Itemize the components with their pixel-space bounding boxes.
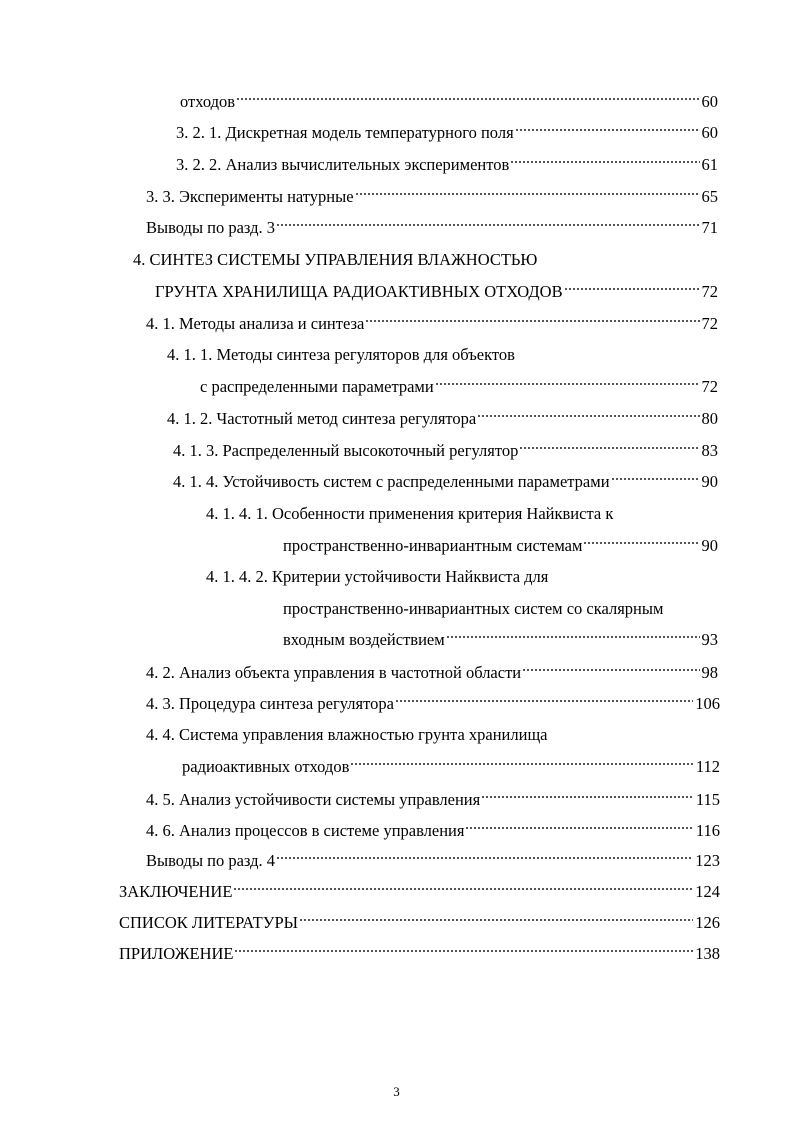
toc-entry-page: 80 <box>701 409 718 428</box>
toc-leader-dots <box>276 854 693 862</box>
toc-leader-dots <box>481 793 694 801</box>
toc-entry <box>146 661 718 685</box>
toc-entry-title: 3. 3. Эксперименты натурные <box>146 187 354 206</box>
toc-leader-dots <box>465 824 693 832</box>
toc-entry-title: 4. 1. 4. 1. Особенности применения критерия Найквиста к <box>206 504 614 523</box>
toc-entry-title: 4. 1. 2. Частотный метод синтеза регулятора <box>167 409 477 428</box>
toc-entry-title: с распределенными параметрами <box>200 377 434 396</box>
toc-leader-dots <box>611 475 700 483</box>
toc-entry-page: 138 <box>695 944 720 963</box>
toc-entry-page: 112 <box>695 757 720 776</box>
toc-entry <box>176 121 718 145</box>
toc-entry-title: радиоактивных отходов <box>182 757 350 776</box>
toc-entry-page: 106 <box>695 694 720 713</box>
toc-entry <box>146 849 720 873</box>
toc-entry-title: пространственно-инвариантным системам <box>283 536 583 555</box>
toc-entry-title: пространственно-инвариантных систем со скалярным <box>283 599 664 618</box>
toc-entry-title: 3. 2. 2. Анализ вычислительных экспериментов <box>176 155 510 174</box>
toc-entry-page: 90 <box>701 472 718 491</box>
toc-entry-page: 124 <box>695 882 720 901</box>
toc-entry <box>146 788 720 812</box>
toc-leader-dots <box>365 317 699 325</box>
toc-entry <box>119 911 720 935</box>
toc-entry-title: 4. 6. Анализ процессов в системе управления <box>146 821 465 840</box>
toc-leader-dots <box>299 916 693 924</box>
toc-leader-dots <box>519 444 699 452</box>
toc-entry-page: 98 <box>701 663 718 682</box>
toc-entry-page: 72 <box>701 314 718 333</box>
toc-entry <box>119 880 720 904</box>
toc-entry-title: ПРИЛОЖЕНИЕ <box>119 944 234 963</box>
toc-entry <box>173 470 718 494</box>
page-number: 3 <box>393 1084 400 1099</box>
toc-entry-title: 4. 1. 4. 2. Критерии устойчивости Найквиста для <box>206 567 549 586</box>
toc-entry-page: 126 <box>695 913 720 932</box>
toc-entry-page: 93 <box>701 630 718 649</box>
toc-entry <box>155 280 718 304</box>
toc-entry-title: входным воздействием <box>283 630 445 649</box>
toc-entry-title: Выводы по разд. 4 <box>146 851 276 870</box>
toc-entry <box>146 216 718 240</box>
toc-leader-dots <box>435 380 700 388</box>
toc-leader-dots <box>564 285 700 293</box>
toc-entry <box>146 312 718 336</box>
toc-leader-dots <box>350 760 693 768</box>
toc-entry <box>180 90 718 114</box>
toc-leader-dots <box>510 158 699 166</box>
toc-entry-title: Выводы по разд. 3 <box>146 218 276 237</box>
toc-entry-title: 4. 2. Анализ объекта управления в частотной области <box>146 663 522 682</box>
toc-leader-dots <box>355 190 700 198</box>
toc-entry-page: 61 <box>701 155 718 174</box>
toc-entry-title: СПИСОК ЛИТЕРАТУРЫ <box>119 913 299 932</box>
toc-leader-dots <box>234 947 693 955</box>
toc-leader-dots <box>276 221 699 229</box>
toc-leader-dots <box>515 126 700 134</box>
toc-entry-page: 83 <box>701 441 718 460</box>
toc-entry-title: 4. 1. 3. Распределенный высокоточный регулятор <box>173 441 519 460</box>
toc-entry-title: 3. 2. 1. Дискретная модель температурного поля <box>176 123 514 142</box>
toc-leader-dots <box>233 885 693 893</box>
toc-entry-title: 4. 1. 4. Устойчивость систем с распределенными параметрами <box>173 472 610 491</box>
toc-entry <box>167 407 718 431</box>
toc-entry-title: ЗАКЛЮЧЕНИЕ <box>119 882 233 901</box>
toc-entry-page: 60 <box>701 123 718 142</box>
toc-entry <box>146 185 718 209</box>
toc-entry-page: 65 <box>701 187 718 206</box>
toc-entry <box>173 439 718 463</box>
toc-leader-dots <box>236 95 699 103</box>
toc-entry-page: 116 <box>695 821 720 840</box>
toc-entry <box>146 819 720 843</box>
toc-leader-dots <box>522 666 699 674</box>
toc-leader-dots <box>583 539 699 547</box>
toc-entry <box>283 628 718 652</box>
toc-entry <box>146 692 720 716</box>
toc-entry-page: 123 <box>695 851 720 870</box>
toc-entry-title: отходов <box>180 92 236 111</box>
toc-leader-dots <box>477 412 699 420</box>
toc-leader-dots <box>395 697 693 705</box>
toc-entry-title: 4. 1. Методы анализа и синтеза <box>146 314 365 333</box>
toc-leader-dots <box>446 633 700 641</box>
toc-entry-title: 4. 3. Процедура синтеза регулятора <box>146 694 394 713</box>
toc-entry-page: 71 <box>701 218 718 237</box>
toc-entry-page: 90 <box>701 536 718 555</box>
toc-entry-title: 4. 1. 1. Методы синтеза регуляторов для объектов <box>167 345 515 364</box>
toc-chapter-heading: 4. СИНТЕЗ СИСТЕМЫ УПРАВЛЕНИЯ ВЛАЖНОСТЬЮ <box>133 250 538 269</box>
toc-entry-page: 72 <box>701 377 718 396</box>
toc-entry <box>200 375 718 399</box>
toc-entry-title: ГРУНТА ХРАНИЛИЩА РАДИОАКТИВНЫХ ОТХОДОВ <box>155 282 563 301</box>
toc-entry-page: 72 <box>701 282 718 301</box>
toc-entry <box>283 534 718 558</box>
toc-entry-page: 115 <box>695 790 720 809</box>
toc-entry-title: 4. 4. Система управления влажностью грунта хранилища <box>146 725 548 744</box>
toc-entry <box>182 755 720 779</box>
toc-entry <box>119 942 720 966</box>
toc-entry <box>176 153 718 177</box>
toc-entry-title: 4. 5. Анализ устойчивости системы управления <box>146 790 481 809</box>
toc-entry-page: 60 <box>701 92 718 111</box>
